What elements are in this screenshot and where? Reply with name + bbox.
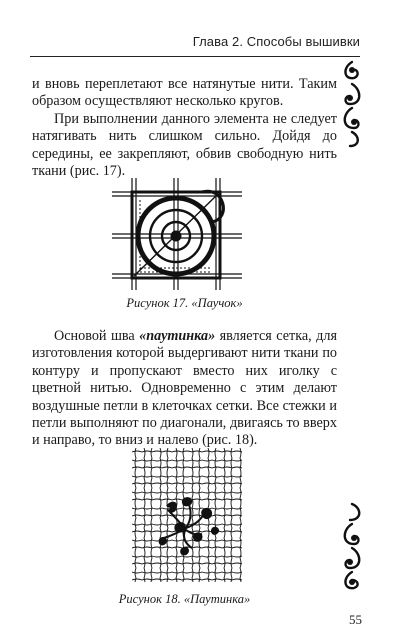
running-head: Глава 2. Способы вышивки xyxy=(192,34,360,49)
paragraph-cobweb xyxy=(32,328,337,450)
cobweb-stitch-illustration xyxy=(132,448,242,582)
weft-thread xyxy=(132,492,242,493)
figure-18-caption: Рисунок 18. «Паутинка» xyxy=(118,592,251,606)
weft-thread xyxy=(132,451,242,452)
weft-thread xyxy=(132,556,242,557)
scroll-ornament-icon xyxy=(338,58,366,150)
weft-thread xyxy=(132,572,242,573)
text-block-top xyxy=(32,76,337,180)
weft-thread xyxy=(132,579,242,580)
paragraph-technique: При выполнении данного элемента не следует натягивать нить слишком сильно. Дойдя до середины, ее закрепляют, обвив свободную нить ткани (рис. 17). xyxy=(32,110,337,180)
paragraph-cobweb-after: является сетка, для изготовления которой выдергивают нити ткани по контуру и пропускают вместо них иголку с цветной нитью. Одновременно с этим делают воздушные петли в клеточках сетки. Все стежки и петли выполняют по диагонали, двигаясь то вверх и направо, то вниз и налево (рис. 18). xyxy=(32,328,337,449)
weft-thread xyxy=(132,508,242,509)
text-block-bottom xyxy=(32,328,337,450)
weft-thread xyxy=(132,460,242,461)
term-pautinka: «паутинка» xyxy=(139,328,216,344)
weft-thread xyxy=(132,540,242,541)
weft-thread xyxy=(132,563,242,564)
spider-stitch-illustration xyxy=(112,178,242,290)
header-rule xyxy=(30,56,360,57)
weft-thread xyxy=(132,467,242,468)
figure-17-caption: Рисунок 17. «Паучок» xyxy=(126,296,243,310)
weft-thread xyxy=(132,483,242,484)
page-number: 55 xyxy=(349,612,362,627)
weft-thread xyxy=(132,476,242,477)
weft-thread xyxy=(132,515,242,516)
paragraph-continuation: и вновь переплетают все натянутые нити. Таким образом осуществляют несколько кругов. xyxy=(32,76,337,110)
scroll-ornament-icon xyxy=(338,500,366,596)
paragraph-cobweb-before: Основой шва xyxy=(54,328,140,344)
